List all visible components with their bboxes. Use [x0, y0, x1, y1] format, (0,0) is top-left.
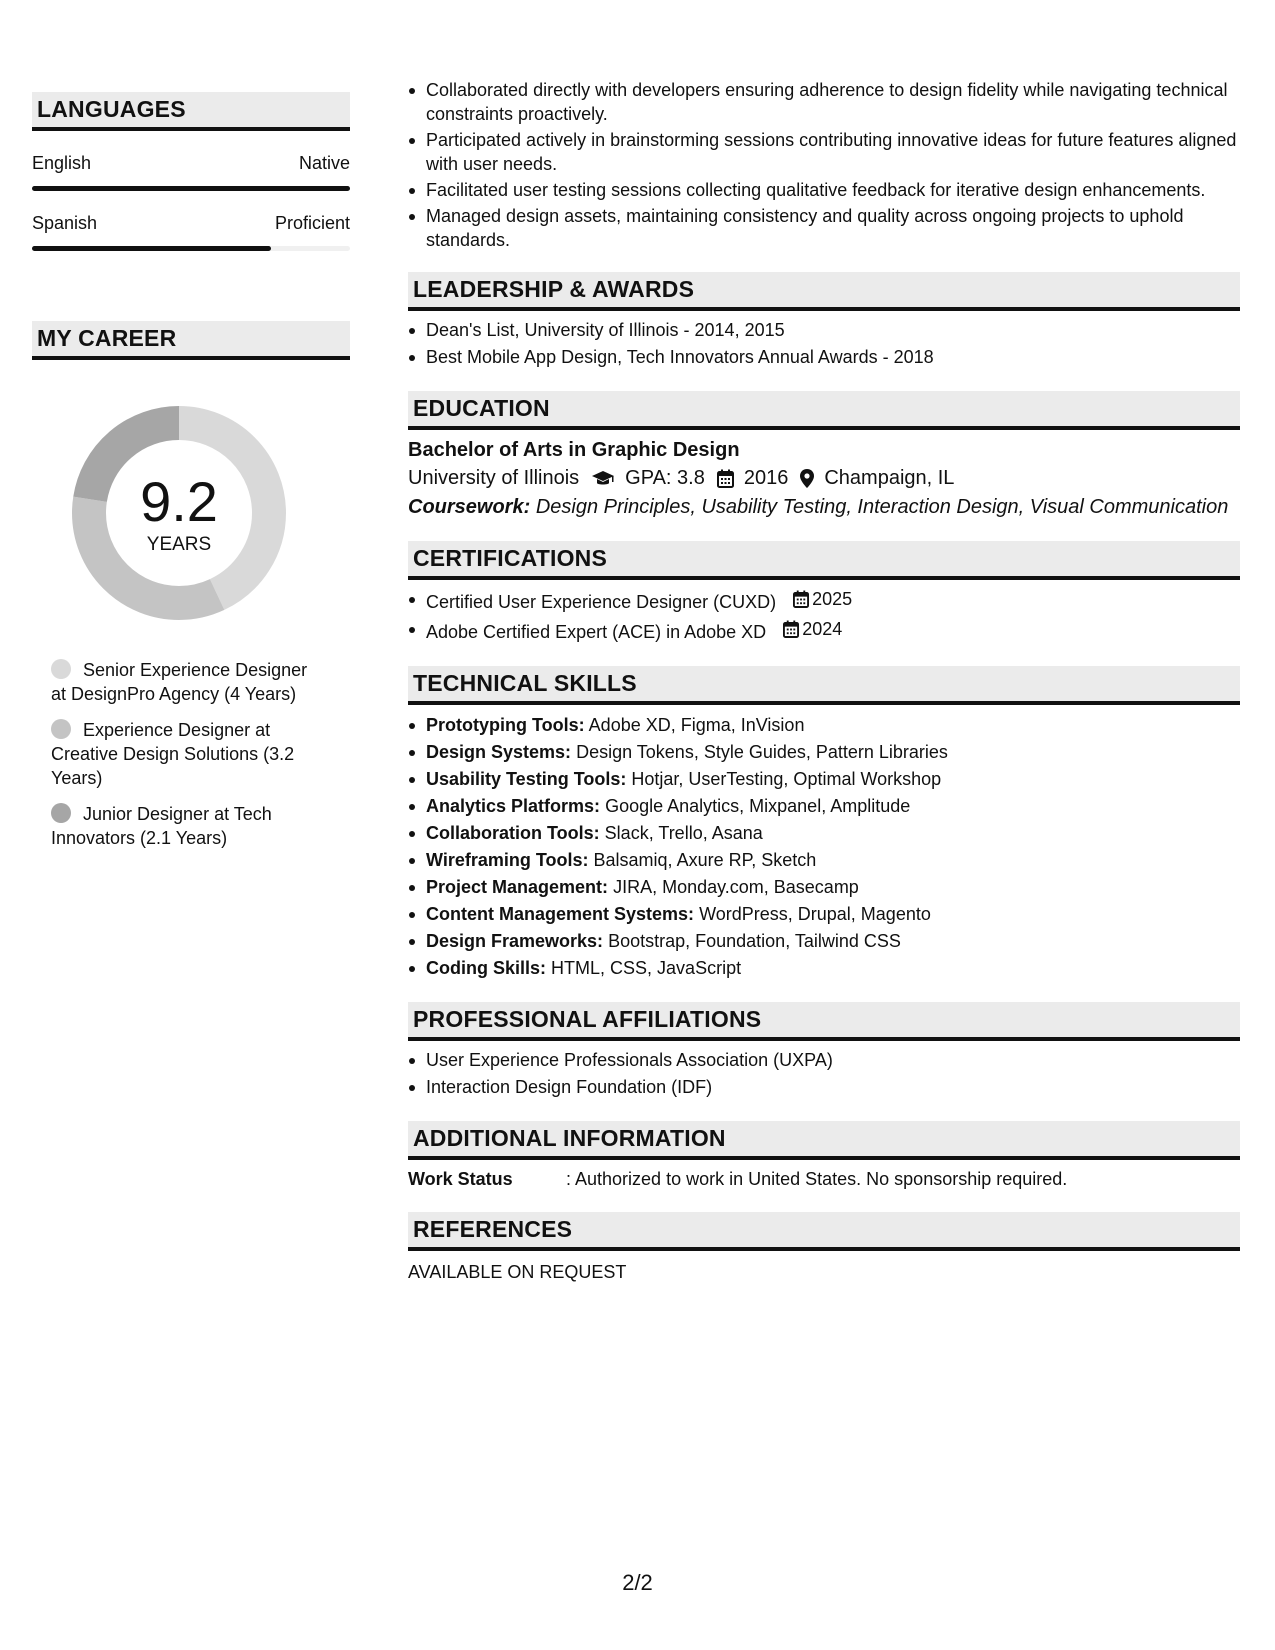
- list-item: Facilitated user testing sessions collecting qualitative feedback for iterative design enhancements.: [408, 178, 1240, 202]
- career-legend: [51, 658, 316, 850]
- education-year: 2016: [743, 467, 789, 489]
- skill-value: Design Tokens, Style Guides, Pattern Libraries: [576, 742, 948, 762]
- language-level: Proficient: [274, 213, 350, 233]
- languages-heading: LANGUAGES: [32, 92, 350, 131]
- skill-value: JIRA, Monday.com, Basecamp: [613, 877, 859, 897]
- list-item: Best Mobile App Design, Tech Innovators Annual Awards - 2018: [408, 345, 1240, 369]
- skill-label: Project Management:: [426, 877, 609, 897]
- career-legend-item: Experience Designer at Creative Design Solutions (3.2 Years): [51, 720, 295, 788]
- certification-name: Adobe Certified Expert (ACE) in Adobe XD: [426, 622, 767, 642]
- list-item: [408, 848, 1240, 872]
- list-item: [408, 875, 1240, 899]
- list-item: [408, 740, 1240, 764]
- location-pin-icon: [800, 469, 814, 488]
- skill-label: Design Systems:: [426, 742, 572, 762]
- education-meta: [408, 467, 1240, 490]
- list-item: [408, 794, 1240, 818]
- additional-info-heading: ADDITIONAL INFORMATION: [408, 1121, 1240, 1160]
- work-status-label: Work Status: [408, 1169, 513, 1189]
- awards-heading: LEADERSHIP & AWARDS: [408, 272, 1240, 311]
- skill-value: Adobe XD, Figma, InVision: [588, 715, 805, 735]
- legend-dot-icon: [51, 803, 71, 823]
- language-item-spanish: [32, 213, 350, 251]
- certification-date: [793, 587, 852, 611]
- references-heading: REFERENCES: [408, 1212, 1240, 1251]
- skill-value: Bootstrap, Foundation, Tailwind CSS: [608, 931, 901, 951]
- skill-value: Hotjar, UserTesting, Optimal Workshop: [631, 769, 942, 789]
- skill-value: WordPress, Drupal, Magento: [699, 904, 931, 924]
- skill-label: Prototyping Tools:: [426, 715, 585, 735]
- language-proficiency-bar: [32, 246, 350, 251]
- awards-list: [408, 318, 1240, 369]
- skills-list: [408, 713, 1240, 980]
- calendar-icon: [783, 620, 799, 638]
- skill-label: Coding Skills:: [426, 958, 547, 978]
- list-item: [408, 956, 1240, 980]
- coursework-value: Design Principles, Usability Testing, Interaction Design, Visual Communication: [535, 496, 1229, 518]
- career-total-unit: YEARS: [146, 534, 212, 555]
- career-section: [32, 321, 350, 850]
- awards-section: [408, 272, 1240, 369]
- skill-label: Content Management Systems:: [426, 904, 695, 924]
- legend-dot-icon: [51, 659, 71, 679]
- skill-label: Design Frameworks:: [426, 931, 604, 951]
- skills-section: [408, 666, 1240, 980]
- education-location: Champaign, IL: [824, 467, 955, 489]
- language-proficiency-fill: [32, 246, 271, 251]
- skill-value: Google Analytics, Mixpanel, Amplitude: [605, 796, 911, 816]
- skill-label: Collaboration Tools:: [426, 823, 600, 843]
- list-item: [408, 929, 1240, 953]
- coursework-label: Coursework:: [408, 496, 531, 518]
- list-item: Managed design assets, maintaining consistency and quality across ongoing projects to uphold standards.: [408, 204, 1240, 252]
- education-heading: EDUCATION: [408, 391, 1240, 430]
- certifications-section: [408, 541, 1240, 644]
- graduation-cap-icon: [591, 470, 615, 488]
- affiliations-list: [408, 1048, 1240, 1099]
- education-gpa: GPA: 3.8: [625, 467, 705, 489]
- affiliations-section: [408, 1002, 1240, 1099]
- language-proficiency-fill: [32, 186, 350, 191]
- experience-bullets: [408, 78, 1240, 252]
- work-status-value: : Authorized to work in United States. No sponsorship required.: [566, 1169, 1068, 1189]
- page-number: 2/2: [622, 1570, 653, 1595]
- career-heading: MY CAREER: [32, 321, 350, 360]
- list-item: Dean's List, University of Illinois - 2014, 2015: [408, 318, 1240, 342]
- career-legend-item: Senior Experience Designer at DesignPro Agency (4 Years): [51, 660, 308, 704]
- skill-label: Analytics Platforms:: [426, 796, 601, 816]
- skill-value: HTML, CSS, JavaScript: [551, 958, 742, 978]
- language-item-english: [32, 153, 350, 191]
- list-item: [408, 821, 1240, 845]
- certifications-list: [408, 587, 1240, 644]
- certification-date: [783, 617, 842, 641]
- education-section: [408, 391, 1240, 519]
- list-item: Participated actively in brainstorming sessions contributing innovative ideas for future features aligned with user needs.: [408, 128, 1240, 176]
- legend-dot-icon: [51, 719, 71, 739]
- career-total-value: 9.2: [140, 470, 218, 533]
- skill-value: Balsamiq, Axure RP, Sketch: [593, 850, 817, 870]
- language-proficiency-bar: [32, 186, 350, 191]
- skill-value: Slack, Trello, Asana: [604, 823, 763, 843]
- list-item: [408, 902, 1240, 926]
- calendar-icon: [793, 590, 809, 608]
- list-item: [408, 617, 1240, 644]
- education-coursework: [408, 496, 1240, 519]
- main-content: [408, 78, 1240, 1283]
- references-text: AVAILABLE ON REQUEST: [408, 1262, 627, 1282]
- career-donut-chart: [66, 400, 292, 626]
- list-item: [408, 767, 1240, 791]
- education-degree: Bachelor of Arts in Graphic Design: [408, 439, 740, 461]
- calendar-icon: [717, 469, 734, 488]
- skill-label: Wireframing Tools:: [426, 850, 589, 870]
- list-item: User Experience Professionals Association (UXPA): [408, 1048, 1240, 1072]
- work-status-row: [408, 1169, 1240, 1190]
- language-name: Spanish: [32, 213, 98, 233]
- affiliations-heading: PROFESSIONAL AFFILIATIONS: [408, 1002, 1240, 1041]
- language-level: Native: [298, 153, 350, 173]
- additional-info-section: [408, 1121, 1240, 1190]
- list-item: Interaction Design Foundation (IDF): [408, 1075, 1240, 1099]
- list-item: [408, 713, 1240, 737]
- list-item: Collaborated directly with developers ensuring adherence to design fidelity while navigating technical constraints proactively.: [408, 78, 1240, 126]
- certifications-heading: CERTIFICATIONS: [408, 541, 1240, 580]
- certification-name: Certified User Experience Designer (CUXD): [426, 592, 777, 612]
- language-name: English: [32, 153, 92, 173]
- career-legend-item: Junior Designer at Tech Innovators (2.1 Years): [51, 804, 272, 848]
- references-section: [408, 1212, 1240, 1283]
- certification-year: 2024: [802, 619, 843, 639]
- skills-heading: TECHNICAL SKILLS: [408, 666, 1240, 705]
- sidebar: [32, 92, 350, 862]
- skill-label: Usability Testing Tools:: [426, 769, 627, 789]
- education-school: University of Illinois: [408, 467, 580, 489]
- list-item: [408, 587, 1240, 614]
- certification-year: 2025: [812, 589, 853, 609]
